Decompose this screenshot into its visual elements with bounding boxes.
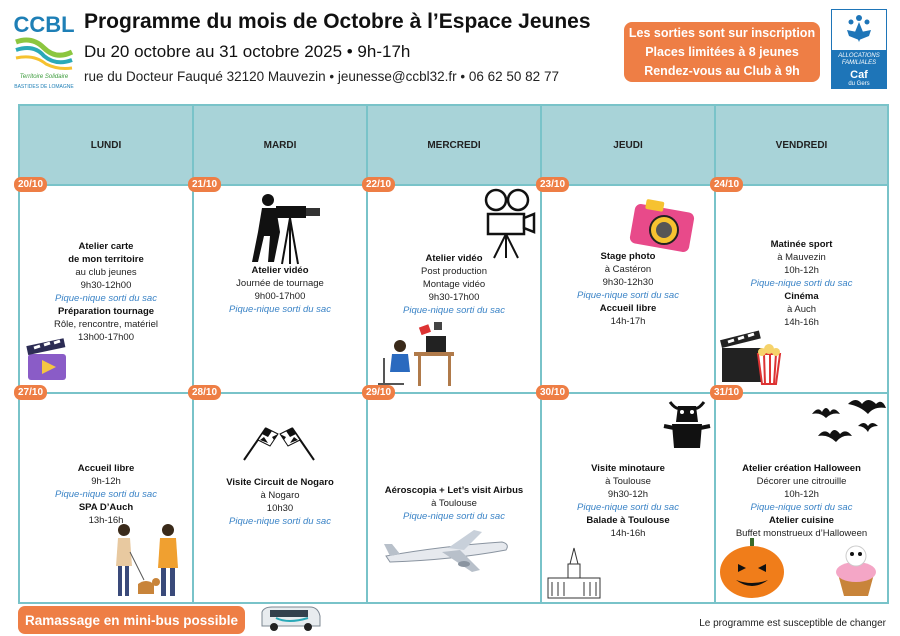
- activity-title: Atelier vidéo: [425, 253, 483, 264]
- activity-title: Cinéma: [784, 291, 819, 302]
- activity-info: 9h30-12h30: [602, 277, 654, 288]
- page-title: Programme du mois de Octobre à l’Espace Jeunes: [84, 10, 591, 33]
- registration-notice: [624, 22, 820, 82]
- weekly-calendar-grid: [18, 104, 889, 604]
- logo-text: CCBL: [13, 12, 75, 37]
- picnic-note: Pique-nique sorti du sac: [229, 304, 331, 315]
- activity-title: Matinée sport: [770, 239, 833, 250]
- activity-info: 9h30-12h: [607, 489, 649, 500]
- activity-details: [542, 250, 714, 328]
- day-cell-20-10: [18, 179, 194, 394]
- activity-title: Stage photo: [600, 251, 656, 262]
- activity-info: Décorer une citrouille: [756, 476, 847, 487]
- activity-info: 9h-12h: [91, 476, 121, 487]
- activity-info: 10h-12h: [784, 265, 819, 276]
- caf-logo: [831, 9, 887, 89]
- pumpkin-icon: [718, 534, 886, 600]
- activity-title: Atelier cuisine: [769, 515, 834, 526]
- activity-details: [368, 252, 540, 317]
- activity-title: Balade à Toulouse: [586, 515, 670, 526]
- day-cell-23-10: [540, 179, 716, 394]
- picnic-note: Pique-nique sorti du sac: [750, 502, 853, 513]
- date-badge: 27/10: [14, 385, 47, 400]
- picnic-note: Pique-nique sorti du sac: [577, 502, 679, 513]
- cinema-popcorn-icon: [720, 326, 784, 386]
- activity-details: [368, 484, 540, 523]
- date-badge: 30/10: [536, 385, 569, 400]
- activity-title: Atelier création Halloween: [742, 463, 861, 474]
- activity-details: [716, 462, 887, 540]
- activity-info: à Auch: [786, 304, 817, 315]
- activity-info: Post production: [420, 266, 487, 277]
- minibus-banner: Ramassage en mini-bus possible: [18, 606, 245, 634]
- activity-info: au club jeunes: [75, 267, 137, 278]
- ccbl-logo: [12, 8, 76, 92]
- activity-info: à Toulouse: [431, 498, 477, 509]
- notice-line-1: Les sorties sont sur inscription: [628, 26, 816, 40]
- date-badge: 23/10: [536, 177, 569, 192]
- day-header-vendredi: VENDREDI: [716, 106, 887, 186]
- activity-details: [20, 462, 192, 527]
- date-badge: 20/10: [14, 177, 47, 192]
- activity-info: Buffet monstrueux d’Halloween: [735, 528, 868, 539]
- activity-details: [194, 476, 366, 528]
- activity-title: SPA D’Auch: [78, 502, 134, 513]
- cameraman-icon: [246, 192, 326, 266]
- activity-info: 9h00-17h00: [254, 291, 306, 302]
- photo-camera-icon: [628, 196, 698, 254]
- date-badge: 24/10: [710, 177, 743, 192]
- date-badge: 29/10: [362, 385, 395, 400]
- activity-title: de mon territoire: [68, 254, 144, 265]
- checkered-flags-icon: [234, 424, 324, 462]
- activity-info: 13h-16h: [88, 515, 124, 526]
- activity-info: à Mauvezin: [777, 252, 826, 263]
- day-cell-31-10: [714, 387, 887, 602]
- activity-title: Aéroscopia + Let’s visit Airbus: [384, 485, 524, 496]
- logo-sub2: BASTIDES DE LOMAGNE: [14, 84, 74, 90]
- activity-info: 14h-17h: [610, 316, 646, 327]
- picnic-note: Pique-nique sorti du sac: [577, 290, 679, 301]
- day-cell-28-10: [192, 387, 368, 602]
- picnic-note: Pique-nique sorti du sac: [750, 278, 853, 289]
- activity-info: à Toulouse: [605, 476, 651, 487]
- activity-info: à Castéron: [604, 264, 652, 275]
- day-cell-29-10: [366, 387, 542, 602]
- airplane-icon: [382, 522, 512, 576]
- activity-info: 13h00-17h00: [78, 332, 134, 343]
- activity-info: à Nogaro: [260, 490, 300, 501]
- picnic-note: Pique-nique sorti du sac: [403, 511, 505, 522]
- activity-info: 14h-16h: [784, 317, 819, 328]
- activity-info: 10h-12h: [784, 489, 819, 500]
- day-header-lundi: LUNDI: [20, 106, 194, 186]
- contact-info: rue du Docteur Fauqué 32120 Mauvezin • jeunesse@ccbl32.fr • 06 62 50 82 77: [84, 69, 559, 84]
- video-editor-icon: [374, 322, 458, 388]
- caf-alloc-label: ALLOCATIONS FAMILIALES: [838, 53, 880, 66]
- day-cell-27-10: [18, 387, 194, 602]
- film-camera-icon: [480, 188, 538, 260]
- date-badge: 31/10: [710, 385, 743, 400]
- activity-title: Accueil libre: [599, 303, 657, 314]
- activity-details: [20, 240, 192, 344]
- activity-info: Montage vidéo: [422, 279, 486, 290]
- activity-title: Accueil libre: [77, 463, 135, 474]
- dog-walkers-icon: [110, 522, 194, 600]
- activity-info: 9h30-17h00: [428, 292, 480, 303]
- picnic-note: Pique-nique sorti du sac: [55, 293, 157, 304]
- activity-details: [716, 238, 887, 329]
- activity-title: Visite Circuit de Nogaro: [226, 477, 334, 488]
- day-header-jeudi: JEUDI: [542, 106, 716, 186]
- activity-title: Visite minotaure: [591, 463, 665, 474]
- date-badge: 22/10: [362, 177, 395, 192]
- day-cell-24-10: [714, 179, 887, 394]
- minibus-icon: [258, 604, 322, 634]
- date-badge: 21/10: [188, 177, 221, 192]
- activity-title: Préparation tournage: [57, 306, 155, 317]
- day-header-mercredi: MERCREDI: [368, 106, 542, 186]
- capitole-building-icon: [544, 546, 604, 600]
- picnic-note: Pique-nique sorti du sac: [229, 516, 331, 527]
- notice-line-2: Places limitées à 8 jeunes: [645, 45, 799, 59]
- caf-name: Caf: [850, 69, 868, 81]
- picnic-note: Pique-nique sorti du sac: [403, 305, 505, 316]
- date-badge: 28/10: [188, 385, 221, 400]
- activity-info: Rôle, rencontre, matériel: [53, 319, 159, 330]
- day-cell-21-10: [192, 179, 368, 394]
- day-cell-30-10: [540, 387, 716, 602]
- activity-details: [194, 264, 366, 316]
- caf-dept: du Gers: [848, 81, 870, 87]
- activity-info: 10h30: [266, 503, 294, 514]
- date-range: Du 20 octobre au 31 octobre 2025 • 9h-17h: [84, 42, 411, 61]
- activity-info: Journée de tournage: [236, 278, 324, 289]
- disclaimer: Le programme est susceptible de changer: [699, 618, 886, 629]
- day-cell-22-10: [366, 179, 542, 394]
- caf-star-icon: [832, 10, 886, 50]
- activity-info: 14h-16h: [610, 528, 646, 539]
- activity-details: [542, 462, 714, 540]
- notice-line-3: Rendez-vous au Club à 9h: [644, 64, 800, 78]
- logo-sub1: Territoire Solidaire: [19, 74, 69, 80]
- activity-title: Atelier carte: [78, 241, 134, 252]
- minotaur-icon: [660, 396, 714, 452]
- activity-info: 9h30-12h00: [80, 280, 132, 291]
- day-header-mardi: MARDI: [194, 106, 368, 186]
- activity-title: Atelier vidéo: [251, 265, 309, 276]
- bats-icon: [808, 396, 888, 446]
- picnic-note: Pique-nique sorti du sac: [55, 489, 157, 500]
